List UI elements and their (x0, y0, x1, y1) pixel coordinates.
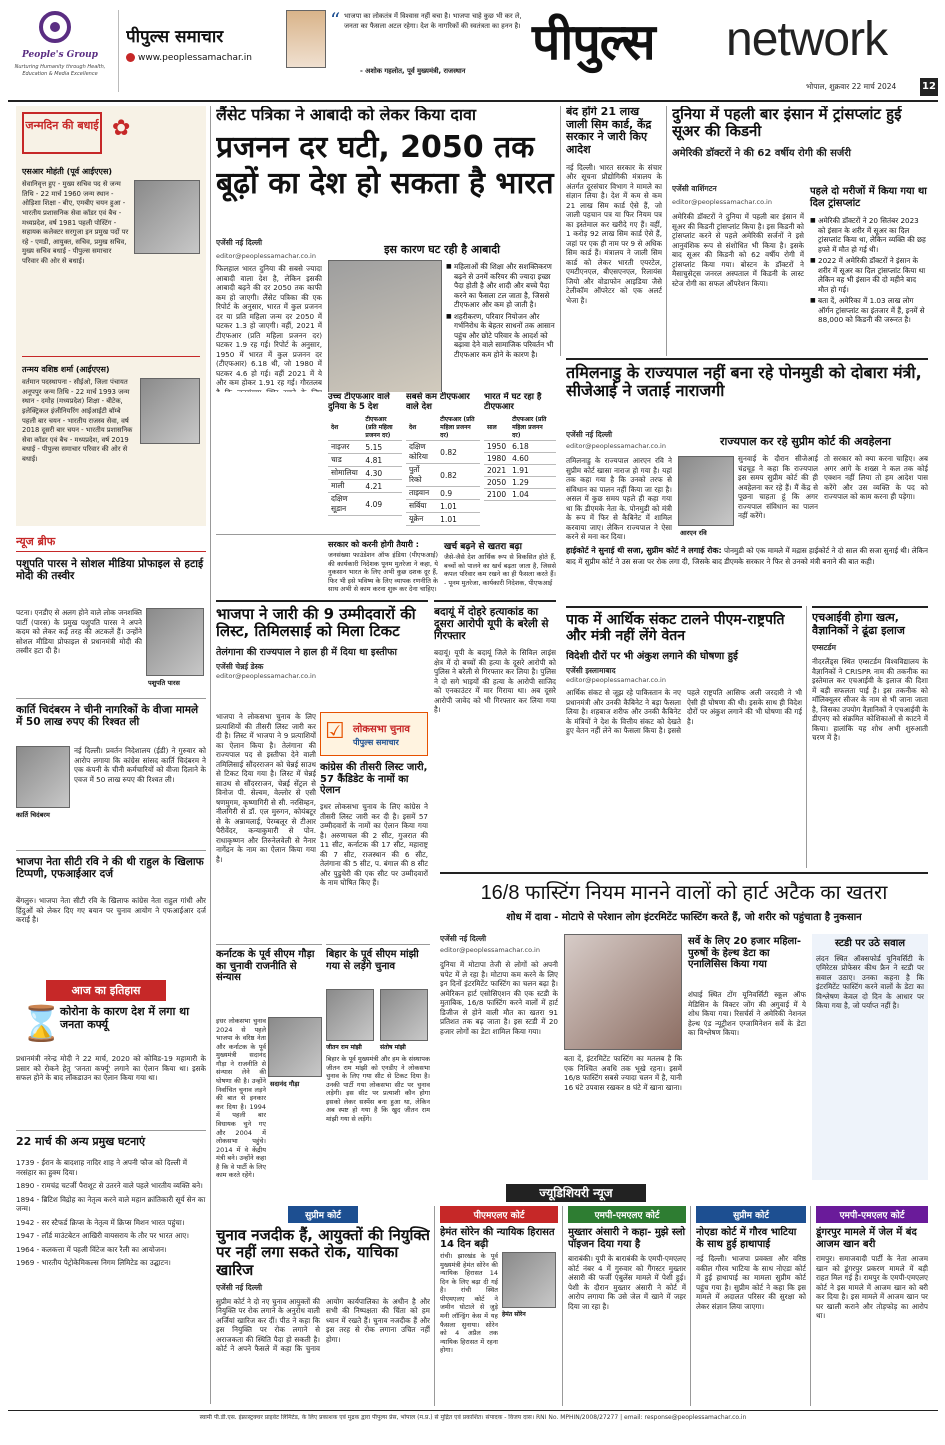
karnataka-body: इधर लोकसभा चुनाव 2024 से पहले भाजपा के वरिष्ठ नेता और कर्नाटक के पूर्व मुख्यमंत्री सदानंद गौड़ा ने राजनीति से संन्यास लेने की घोषणा की है। उन्होंने निर्वाचित चुनाव लड़ने की बात से इनकार कर दिया है। 1994 में पहली बार विधायक चुने गए और 2004 में लोकसभा पहुंचे। 2014 में वे केंद्रीय मंत्री बने। उन्होंने कहा है कि वे पार्टी के लिए काम करते रहेंगे। (216, 1017, 266, 1180)
fasting-photo (564, 934, 682, 1050)
expert-notes (216, 534, 556, 598)
hiv-story (812, 606, 928, 868)
table-row (406, 441, 480, 464)
hiv-headline: एचआईवी होगा खत्म, वैज्ञानिकों ने ढूंढा इलाज (812, 611, 905, 637)
brief2-text: नई दिल्ली। प्रवर्तन निदेशालय (ईडी) ने गुरुवार को आरोप लगाया कि कांग्रेस सांसद कार्ति चिदंबरम ने एक कंपनी के चीनी कर्मचारियों को वीजा दिलाने के एवज में 50 लाख रुपए की रिश्वत ली। (74, 746, 206, 784)
table-cell: 0.82 (437, 441, 480, 464)
bjp-body: भाजपा ने लोकसभा चुनाव के लिए प्रत्याशियों की तीसरी लिस्ट जारी कर दी है। लिस्ट में भाजपा ने 9 प्रत्याशियों का ऐलान किया है। तेलंगाना की राज्यपाल पद से इस्तीफा देने वाली तमिलिसाई सौंदरराजन को चेन्नई साउथ से टिकट दिया गया है। लिस्ट में चेन्नई साउथ से सौंदरराजन, चेन्नई सेंट्रल से विनोज पी. सेल्वम, वेल्लोर से एसी षणमुगम, कृष्णागिरी से सी. नरसिम्हन, नीलगिरी से डॉ. एल मुरुगन, कोयंबटूर से के अन्नामलाई, पेरम्बलूर से टीआर पैरीवेंदर, कन्याकुमारी से पोन. राधाकृष्णन और तिरुनेलवेली से नैनार नागेंद्रन के नाम का ऐलान किया गया है। (216, 712, 316, 864)
table-cell: 1950 (484, 441, 509, 453)
sim-headline: बंद होंगे 21 लाख जाली सिम कार्ड, केंद्र सरकार ने जारी किए आदेश (566, 106, 652, 156)
quote-person-photo (286, 10, 326, 68)
sim-body: नई दिल्ली। भारत सरकार के संचार और सूचना प्रौद्योगिकी मंत्रालय के अंतर्गत दूरसंचार विभाग ने मामले का संज्ञान लिया है। देश में कम से कम 21 लाख सिम कार्ड ऐसे हैं, जो जाली पहचान पत्र या फिर नियम पत्र का इस्तेमाल कर खरीदे गए हैं। वहीं, 1 करोड़ 92 लाख सिम कार्ड ऐसे हैं, जहां पर एक ही नाम पर 9 से अधिक सिम कार्ड हैं। मंत्रालय ने जाली सिम कार्ड को लेकर भारती एयरटेल, एमटीएनएल, बीएसएनएल, रिलायंस जियो और वोडाफोन आइडिया जैसे टेलीकॉम ऑपरेटर को एक अलर्ट भेजा है। (566, 162, 662, 305)
table-cell: नाइजर (328, 441, 362, 454)
table-cell: चाड (328, 454, 362, 467)
table-cell: 4.21 (362, 480, 402, 493)
table-header-cell: साल (484, 414, 509, 441)
badaun-body: बदायूं। यूपी के बदायूं जिले के सिविल लाइंस क्षेत्र में दो बच्चों की हत्या के दूसरे आरोपी को पुलिस ने बरेली से गिरफ्तार कर लिया है। पुलिस ने दो सगे भाइयों की हत्या के आरोपी साजिद को एनकाउंटर में मार गिराया था। अब दूसरे आरोपी जावेद को भी गिरफ्तार कर लिया गया है। (434, 648, 556, 715)
table2-title: सबसे कम टीएफआर वाले देश (406, 392, 470, 413)
kidney-point-0: ■ अमेरिकी डॉक्टरों ने 20 सितंबर 2023 को इंसान के शरीर में सूअर का दिल ट्रांसप्लांट किया था, लेकिन व्यक्ति की छह हफ्ते में मौत हो गई थी। (810, 216, 928, 254)
expert-head2: खर्च बढ़ने से खतरा बढ़ा (444, 542, 522, 552)
tn-byline: एजेंसी नई दिल्ली (566, 430, 613, 439)
table-header-cell: टीएफआर (प्रति महिला प्रजनन दर) (437, 414, 480, 441)
santosh-manjhi-photo (380, 989, 428, 1041)
judiciary-col5 (816, 1206, 928, 1406)
brief1-caption: पशुपति पारस (148, 679, 180, 687)
birthday-person1-text: सेवानिवृत्त हुए - मुख्य सचिव पद से जन्म तिथि - 22 मार्च 1960 जन्म स्थान - ओड़िशा शिक्षा - बीए, एमबीए चयन हुआ - भारतीय प्रशासनिक सेवा कॉडर एवं बैच - मध्यप्रदेश, वर्ष 1981 पहली पोस्टिंग - सहायक कलेक्टर सरगुजा इन प्रमुख पदों पर रहे - एमडी, आयुक्त, सचिव, प्रमुख सचिव, मुख्य सचिव बधाई - पीपुल्स समाचार परिवार की ओर से बधाई। (22, 180, 129, 266)
tn-email: editor@peoplessamachar.co.in (566, 442, 666, 450)
kidney-email: editor@peoplessamachar.co.in (672, 198, 772, 206)
globe-icon (126, 53, 135, 62)
footer-text: स्वामी पी.डी.एस. इंफ्रास्ट्रक्चर प्राइवेट लिमिटेड, के लिए प्रकाशक एवं मुद्रक द्वारा पीपुल्स प्रेस, भोपाल (म.प्र.) से मुद्रित एवं प्रकाशित। संपादक - विजय दास। RNI No. MPHIN/2008/27277 | email: response@peoplessamachar.co.in (199, 1414, 747, 1421)
table-row (484, 477, 556, 489)
karnataka-story (216, 944, 322, 1200)
brief1-text: पटना। एनडीए से अलग होने वाले लोक जनशक्ति पार्टी (पारस) के प्रमुख पशुपति पारस ने अपने कदम को लेकर कई तरह की अटकलें हैं। उन्होंने सोशल मीडिया प्रोफाइल से प्रधानमंत्री मोदी की तस्वीर हटा दी है। (16, 608, 142, 655)
table-row (328, 441, 402, 454)
website-url[interactable]: www.peoplessamachar.in (126, 53, 286, 63)
paper-name-block (126, 24, 286, 84)
table2-grid (406, 414, 480, 526)
table-cell: सोमालिया (328, 467, 362, 480)
brief3-text: बेंगलुरु। भाजपा नेता सीटी रवि के खिलाफ कांग्रेस नेता राहुल गांधी और हिंदुओं को लेकर दिए गए बयान पर चुनाव आयोग ने एफआईआर दर्ज कराई है। (16, 896, 206, 924)
fasting-right-text: लंदन स्थित ऑक्सफोर्ड यूनिवर्सिटी के एमिरेटस प्रोफेसर कीथ फ्रैन ने स्टडी पर सवाल उठाए। उनका कहना है कि इंटरमिटेंट फास्टिंग करने वालों के डेटा का विश्लेषण केवल दो दिन के आधार पर किया गया है, जो पर्याप्त नहीं है। (816, 953, 924, 1010)
kidney-side-head: पहले दो मरीजों में किया गया था दिल ट्रांसप्लांट (810, 186, 927, 209)
pig-kidney-story (672, 106, 928, 356)
table-row (406, 464, 480, 487)
brief2-caption: कार्ति चिदंबरम (16, 811, 50, 819)
lead-kicker: लैंसेट पत्रिका ने आबादी को लेकर किया दावा (216, 106, 477, 124)
gowda-photo (268, 1017, 322, 1077)
history-section (16, 980, 206, 1404)
table-cell: 4.09 (362, 493, 402, 516)
pak-email: editor@peoplessamachar.co.in (566, 676, 666, 685)
ravi-photo (678, 456, 734, 526)
masthead (8, 6, 938, 98)
quote-author: - अशोक गहलोत, पूर्व मुख्यमंत्री, राजस्थान (360, 67, 466, 75)
sidebar-point-1: ■ शहरीकरण, परिवार नियोजन और गर्भनिरोध के बेहतर साधनों तक आसान पहुंच और छोटे परिवार के आदर्श को बढ़ावा देने वाले सामाजिक परिवर्तन भी टीएफआर कम होने के कारण है। (446, 312, 556, 360)
expert-head1: सरकार को करनी होगी तैयारी : (328, 540, 419, 549)
table-header-cell: टीएफआर (प्रति महिला प्रजनन दर) (362, 414, 402, 441)
bjp-byline: एजेंसी चेन्नई डेस्क (216, 661, 264, 671)
table-row (406, 487, 480, 500)
judiciary-col2 (440, 1206, 558, 1406)
table-high-tfr (328, 392, 402, 532)
left-column (16, 106, 206, 1404)
badge-line1: लोकसभा चुनाव (353, 724, 410, 735)
sidebar-title: इस कारण घट रही है आबादी (384, 243, 500, 256)
table-cell: माली (328, 480, 362, 493)
table-row (328, 454, 402, 467)
table-cell: 4.81 (362, 454, 402, 467)
congress-subtext: इधर लोकसभा चुनाव के लिए कांग्रेस ने तीसरी लिस्ट जारी कर दी है। इसमें 57 उम्मीदवारों के नामों का ऐलान किया गया है। अरुणाचल की 2 सीट, गुजरात की 11 सीट, कर्नाटक की 17 सीट, महाराष्ट्र की 7 सीट, राजस्थान की 6 सीट, तेलंगाना की 5 सीट, प. बंगाल की 8 सीट और पुडुचेरी की एक सीट पर उम्मीदवारों के नाम घोषित किए हैं। (320, 802, 428, 887)
birthday-person2-text: वर्तमान पदस्थापना - सीईओ, जिला पंचायत अनूपपुर जन्म तिथि - 22 मार्च 1993 जन्म स्थान - दमोह (मध्यप्रदेश) शिक्षा - बीटेक, इलेक्ट्रिकल इंजीनियरिंग आईआईटी बॉम्बे पहली बार चयन - भारतीय राजस्व सेवा, वर्ष 2018 दूसरी बार चयन - भारतीय प्रशासनिक सेवा कॉडर एवं बैच - मध्यप्रदेश, वर्ष 2019 बधाई - पीपुल्स समाचार परिवार की ओर से बधाई। (22, 378, 133, 464)
table-row (328, 480, 402, 493)
kidney-body: अमेरिकी डॉक्टरों ने दुनिया में पहली बार इंसान में सूअर की किडनी ट्रांसप्लांट किया है। इस किडनी को ट्रांसप्लांट करने से पहले अमेरिकी सर्जनों ने इसे आनुवंशिक रूप से संशोधित भी किया है। इसके बाद सूअर की किडनी को 62 वर्षीय रोगी में ट्रांसप्लांट किया गया। बोस्टन के डॉक्टरों ने मैसाचुसेट्स जनरल अस्पताल में किडनी के लास्ट स्टेज रोगी का सफल ऑपरेशन किया। (672, 212, 804, 288)
table-cell: 1.01 (437, 513, 480, 526)
fasting-box-head: सर्वे के लिए 20 हजार महिला-पुरुषों के हेल्थ डेटा का एनालिसिस किया गया (688, 936, 802, 970)
bihar-body: बिहार के पूर्व मुख्यमंत्री और हम के संस्थापक जीतन राम मांझी को एनडीए ने लोकसभा चुनाव के लिए गया सीट से टिकट दिया है। उनकी पार्टी गया लोकसभा सीट पर चुनाव लड़ेगी। इस सीट पर प्रत्याशी कौन होगा इसको लेकर सस्पेंस बना हुआ था, लेकिन अब स्पष्ट हो गया है कि खुद जीतन राम मांझी गया से लड़ेंगे। (326, 1055, 430, 1124)
kidney-headline: दुनिया में पहली बार इंसान में ट्रांसप्लांट हुई सूअर की किडनी (672, 106, 902, 141)
brief2-photo (16, 746, 70, 808)
col1-label: सुप्रीम कोर्ट (288, 1206, 358, 1223)
history-event: 1969 - भारतीय पेट्रोकेमिकल्स निगम लिमिटेड का उद्घाटन। (16, 1258, 171, 1267)
fasting-box-text: शंघाई स्थित टोंग यूनिवर्सिटी स्कूल ऑफ मेडिसिन के विक्टर जोंग की अगुवाई में ये शोध किया गया। रिसर्चर्स ने अमेरिकी नेशनल हेल्थ एंड न्यूट्रीशन एग्जामिनेशन सर्वे के डेटा का विश्लेषण किया। (688, 990, 806, 1037)
karnataka-headline: कर्नाटक के पूर्व सीएम गौड़ा का चुनावी राजनीति से संन्यास (216, 949, 315, 983)
table-cell: 6.18 (509, 441, 556, 453)
tn-sub-head: हाईकोर्ट ने सुनाई थी सजा, सुप्रीम कोर्ट ने लगाई रोक: (566, 546, 722, 555)
brand-block (528, 6, 938, 96)
table-cell: 1.01 (437, 500, 480, 513)
news-brief-title: न्यूज ब्रीफ (16, 534, 206, 552)
history-event: 1890 - रामचंद्र चटर्जी पैराशूट से उतरने वाले पहले भारतीय व्यक्ति बने। (16, 1181, 203, 1190)
hiv-body: नीदरलैंड्स स्थित एम्सटर्डम विश्वविद्यालय के वैज्ञानिकों ने CRISPR नाम की तकनीक का इस्तेमाल कर एचआईवी के इलाज की दिशा में बड़ी सफलता पाई है। इस तकनीक को मॉलिक्यूलर सीजर के नाम से भी जाना जाता है, जिसका उपयोग वैज्ञानिकों ने एचआईवी के डीएनए को संक्रमित कोशिकाओं से काटने में किया। हालांकि यह शोध अभी शुरुआती चरण में है। (812, 657, 928, 743)
col2-headline: हेमंत सोरेन की न्यायिक हिरासत 14 दिन बढ़ी (440, 1227, 555, 1250)
paper-name: पीपुल्स समाचार (126, 27, 224, 47)
col1-headline: चुनाव नजदीक हैं, आयुक्तों की नियुक्ति पर नहीं लगा सकते रोक, याचिका खारिज (216, 1226, 430, 1279)
bjp-email: editor@peoplessamachar.co.in (216, 671, 316, 680)
fasting-story (440, 872, 928, 1182)
kidney-side-points (810, 216, 928, 356)
tn-body: तमिलनाडु के राज्यपाल आरएन रवि ने सुप्रीम कोर्ट खासा नाराज हो गया है। यहां तक कहा गया है कि उनको तरफ से संविधान का पालन नहीं किया जा रहा है। असल में कुछ समय पहले ही कहा गया था कि डीएमके नेता के. पोनमुडी को मंत्री के रूप में फिर से कैबिनेट में शामिल करवाया जाए। लेकिन राज्यपाल ने ऐसा करने से मना कर दिया। (566, 456, 672, 541)
lead-headline: प्रजनन दर घटी, 2050 तक बूढ़ों का देश हो सकता है भारत (216, 130, 554, 201)
events-title: 22 मार्च की अन्य प्रमुख घटनाएं (16, 1135, 146, 1148)
table-row (484, 441, 556, 453)
fasting-mid-text: बता दें, इंटरमिटेंट फास्टिंग का मतलब है कि एक निश्चित अवधि तक भूखे रहना। इसमें 16/8 फास्टिंग सबसे ज्यादा चलन में है, यानी 16 घंटे उपवास रखकर 8 घंटे में खाना खाना। (564, 1054, 682, 1092)
tn-story (566, 358, 928, 604)
col3-headline: मुख्तार अंसारी ने कहा- मुझे स्लो पॉइजन दिया गया है (568, 1227, 686, 1250)
badaun-headline: बदायूं में दोहरे हत्याकांड का दूसरा आरोपी यूपी के बरेली से गिरफ्तार (434, 606, 549, 643)
table-row (406, 500, 480, 513)
birthday-section (16, 106, 206, 526)
ravi-caption: आरएन रवि (680, 529, 707, 537)
pak-deck: विदेशी दौरों पर भी अंकुश लगाने की घोषणा हुई (566, 651, 738, 663)
table3-title: भारत में घट रहा है टीएफआर (484, 392, 542, 413)
history-text: प्रधानमंत्री नरेन्द्र मोदी ने 22 मार्च, 2020 को कोविड-19 महामारी के प्रसार को रोकने हेतु 'जनता कर्फ्यू' लगाने का ऐलान किया था। इसके सफल होने के बाद लॉकडाउन का ऐलान किया गया था। (16, 1054, 206, 1082)
hiv-byline: एम्सटर्डम (812, 643, 836, 653)
pak-byline: एजेंसी इस्लामाबाद (566, 666, 616, 676)
col2-caption: हेमंत सोरेन (502, 1311, 526, 1318)
judiciary-band (216, 1184, 928, 1202)
history-event: 1947 - लॉर्ड माउंटबेटन आखिरी वायसराय के तौर पर भारत आए। (16, 1231, 189, 1240)
table-cell: 1980 (484, 453, 509, 465)
footer (8, 1414, 938, 1438)
judiciary-band-title: ज्यूडिशियरी न्यूज (506, 1184, 646, 1202)
col3-text: बाराबंकी। यूपी के बाराबंकी के एमपी-एमएलए कोर्ट नंबर 4 में गुरुवार को गैंगस्टर मुख्तार अंसारी की फर्जी एंबुलेंस मामले में पेशी हुई। पेशी के दौरान मुख्तार अंसारी ने कोर्ट में आरोप लगाया कि उसे जेल में खाने में जहर दिया जा रहा है। (568, 1254, 686, 1311)
congress-subhead: कांग्रेस की तीसरी लिस्ट जारी, 57 कैंडिडेट के नामों का ऐलान (320, 762, 428, 796)
quote-mark-icon: “ (330, 12, 341, 32)
table-header-cell: टीएफआर (प्रति महिला प्रजनन दर) (509, 414, 556, 441)
tn-subsection (566, 546, 928, 604)
bjp-story (216, 600, 428, 940)
expert-text1: जनसंख्या फाउंडेशन ऑफ इंडिया (पीएफआई) की कार्यकारी निदेशक पूनम मुतरेजा ने कहा, ये नुकसान भारत के लिए अभी कुछ दशक दूर हैं, फिर भी इसे भविष्य के लिए व्यापक रणनीति के साथ अभी से काम करना शुरू कर देना चाहिए। (328, 551, 438, 594)
col4-headline: नोएडा कोर्ट में गौरव भाटिया के साथ हुई हाथापाई (696, 1227, 797, 1250)
table-cell: 5.15 (362, 441, 402, 454)
birthday-title: जन्मदिन की बधाई (22, 112, 102, 154)
tn-right-text: तो सरकार को क्या करना चाहिए। अब अगर आगे के शख्स ने कल तक कोई एक्शन नहीं लिया तो हम आदेश पास करेंगे और उस व्यक्ति के पद को राज्यपाल को काम करना ही पड़ेगा। (824, 454, 928, 501)
table-cell: 2050 (484, 477, 509, 489)
fertility-tables (216, 392, 556, 532)
history-event: 1739 - ईरान के बादशाह नादिर शाह ने अपनी फौज को दिल्ली में नरसंहार का हुक्म दिया। (16, 1158, 188, 1177)
lead-body: फिलहाल भारत दुनिया की सबसे ज्यादा आबादी वाला देश है, लेकिन इसकी आबादी बढ़ने की दर 2050 तक काफी कम हो जाएगी। लैंसेट पत्रिका की एक रिपोर्ट के अनुसार, भारत में कुल प्रजनन दर या प्रति महिला जन्म दर 2050 में घटकर 1.3 हो जाएगी। वहीं, 2021 में टीएफआर (प्रति महिला प्रजनन दर) घटकर 1.9 रह गई। रिपोर्ट के अनुसार, 1950 में भारत में कुल प्रजनन दर (टीएफआर) 6.18 थी, जो 1980 में घटकर 4.6 हो गई। वहीं 2021 में ये और कम होकर 1.91 रह गई। गौरतलब (216, 264, 322, 387)
table-cell: 1.29 (509, 477, 556, 489)
col1-text: सुप्रीम कोर्ट ने दो नए चुनाव आयुक्तों की नियुक्ति पर रोक लगाने के अनुरोध वाली अर्जियां खारिज कर दीं। पीठ ने कहा कि इस नियुक्ति पर रोक लगाने से अराजकता की स्थिति पैदा हो सकती है। कोर्ट ने अपने फैसले में कहा कि चुनाव आयोग कार्यपालिका के अधीन है और सभी की निष्पक्षता की चिंता को हम ध्यान में रखते हैं। चुनाव नजदीक हैं और इस तरह से रोक लगाना उचित नहीं होगा। (216, 1296, 430, 1354)
table-cell: 0.82 (437, 464, 480, 487)
events-list (16, 1158, 206, 1398)
quote-block (330, 12, 522, 82)
table1-title: उच्च टीएफआर वाले दुनिया के 5 देश (328, 392, 390, 413)
bjp-headline: भाजपा ने जारी की 9 उम्मीदवारों की लिस्ट, तिमिलसाई को मिला टिकट (216, 605, 416, 641)
fasting-email: editor@peoplessamachar.co.in (440, 946, 540, 954)
table-cell: 2100 (484, 489, 509, 501)
fasting-right-head: स्टडी पर उठे सवाल (834, 938, 906, 949)
lead-email: editor@peoplessamachar.co.in (216, 252, 316, 260)
col1-byline: एजेंसी नई दिल्ली (216, 1282, 263, 1292)
birthday-person2-name: तन्मय वशिष्ठ शर्मा (आईएएस) (22, 365, 110, 374)
bihar-caption1: जीतन राम मांझी (326, 1044, 362, 1051)
tn-headline: तमिलनाडु के राज्यपाल नहीं बना रहे पोनमुडी को दोबारा मंत्री, सीजेआई ने जताई नाराजगी (566, 363, 922, 401)
table3-grid (484, 414, 556, 501)
sim-story (566, 106, 662, 356)
table-cell: सर्बिया (406, 500, 437, 513)
table-low-tfr (406, 392, 480, 532)
history-event: 1894 - ब्रिटिश विद्रोह का नेतृत्व करने वाले महान क्रांतिकारी सूर्य सेन का जन्म। (16, 1194, 206, 1213)
history-event: 1964 - कलकत्ता में पहली विंटेज कार रैली का आयोजन। (16, 1244, 167, 1254)
brief1-photo (146, 608, 204, 676)
col3-label: एमपी-एमएलए कोर्ट (568, 1206, 686, 1223)
table-cell: 1.91 (509, 465, 556, 477)
kidney-point-2: ■ बता दें, अमेरिका में 1.03 लाख लोग ऑर्गन ट्रांसप्लांट का इंतजार में हैं, इनमें से 88,000 को किडनी की जरूरत है। (810, 296, 928, 325)
table-cell: दक्षिण कोरिया (406, 441, 437, 464)
gowda-caption: सदानंद गौड़ा (270, 1080, 300, 1088)
brief1-headline: पशुपति पारस ने सोशल मीडिया प्रोफाइल से हटाई मोदी की तस्वीर (16, 558, 204, 583)
col4-label: सुप्रीम कोर्ट (696, 1206, 806, 1223)
brief2-headline: कार्ति चिदंबरम ने चीनी नागरिकों के वीजा मामले में 50 लाख रुपए की रिश्वत ली (16, 704, 199, 729)
col2-label: पीएमएलए कोर्ट (440, 1206, 558, 1223)
tn-quote: सुनवाई के दौरान सीजेआई चंद्रचूड़ ने कहा कि राज्यपाल इस समय सुप्रीम कोर्ट की ही अवहेलना कर रहे हैं। मैं केंद्र से पूछना चाहता हूं कि अगर राज्यपाल संविधान का पालन नहीं करेंगे। (738, 454, 818, 520)
group-logo (10, 10, 110, 96)
lead-byline: एजेंसी नई दिल्ली (216, 238, 263, 247)
badge-line2: पीपुल्स समाचार (353, 738, 399, 747)
pak-headline: पाक में आर्थिक संकट टालने पीएम-राष्ट्रपति और मंत्री नहीं लेंगे वेतन (566, 612, 785, 645)
table1-grid (328, 414, 402, 516)
fasting-deck: शोध में दावा - मोटापे से परेशान लोग इंटरमिटेंट फास्टिंग करते हैं, जो शरीर को पहुंचाता है नुकसान (506, 912, 862, 923)
table-cell: 4.30 (362, 467, 402, 480)
ballot-icon: ☑ (325, 719, 345, 744)
table-row (406, 513, 480, 526)
kidney-deck: अमेरिकी डॉक्टरों ने की 62 वर्षीय रोगी की सर्जरी (672, 147, 852, 159)
sidebar-point-0: ■ महिलाओं की शिक्षा और सशक्तिकरण बढ़ने से उनमें करियर की ज्यादा इच्छा पैदा होती है और शादी और बच्चे पैदा करने का फैसला टल जाता है, जिससे टीएफआर और कम हो जाती है। (446, 262, 556, 310)
history-title: आज का इतिहास (46, 980, 166, 1001)
fasting-headline: 16/8 फास्टिंग नियम मानने वालों को हार्ट अटैक का खतरा (480, 882, 888, 904)
bjp-deck: तेलंगाना की राज्यपाल ने हाल ही में दिया था इस्तीफा (216, 646, 397, 658)
fasting-body: दुनिया में मोटापा तेजी से लोगों को अपनी चपेट में ले रहा है। मोटापा कम करने के लिए इन दिनों इंटरमिटेंट फास्टिंग का चलन बढ़ा है। अमेरिकन हार्ट एसोसिएशन की एक स्टडी के मुताबिक, 16/8 फास्टिंग करने वालों में हार्ट डिजीज से होने वाली मौत का खतरा 91 प्रतिशत तक बढ़ जाता है। इस स्टडी में 20 हजार लोगों का डेटा शामिल किया गया। (440, 960, 558, 1036)
group-tagline: Nurturing Humanity through Health, Education & Media Excellence (14, 64, 106, 77)
fasting-byline: एजेंसी नई दिल्ली (440, 934, 487, 943)
expert-text2: जैसे-जैसे देश आर्थिक रूप से विकसित होते हैं, बच्चों को पालने का खर्च बढ़ता जाता है, जिससे कपल परिवार कम रखने का ही फैसला करते हैं। - पूनम मुतरेजा, कार्यकारी निदेशक, पीएफआई (444, 553, 556, 587)
tn-deck: राज्यपाल कर रहे सुप्रीम कोर्ट की अवहेलना (720, 435, 891, 448)
bihar-headline: बिहार के पूर्व सीएम मांझी गया से लड़ेंगे चुनाव (326, 949, 419, 972)
pak-story (566, 606, 802, 868)
page-number: 12 (920, 78, 938, 96)
bihar-caption2: संतोष मांझी (380, 1044, 406, 1051)
table-cell: ताइवान (406, 487, 437, 500)
table-cell: 2021 (484, 465, 509, 477)
peoples-group-logo-icon (38, 10, 72, 44)
kidney-byline: एजेंसी वाशिंगटन (672, 184, 717, 193)
col5-text: रामपुर। समाजवादी पार्टी के नेता आजम खान को डूंगरपुर प्रकरण मामले में बड़ी राहत मिल गई है। रामपुर के एमपी-एमएलए कोर्ट ने इस मामले में आजम खान को बरी कर दिया है। इस मामले में आजम खान पर घर खाली कराने और तोड़फोड़ का आरोप था। (816, 1254, 928, 1320)
table-row (484, 465, 556, 477)
judiciary-col3 (568, 1206, 686, 1406)
person2-photo (140, 378, 200, 444)
judiciary-col1 (216, 1206, 430, 1406)
fasting-right-box (812, 934, 928, 1180)
table-india-tfr (484, 392, 556, 532)
hourglass-icon: ⌛ (20, 1004, 63, 1044)
person1-photo (134, 180, 200, 254)
news-brief-section (16, 534, 206, 974)
col2-text: रांची। झारखंड के पूर्व मुख्यमंत्री हेमंत सोरेन की न्यायिक हिरासत 14 दिन के लिए बढ़ा दी गई है। रांची स्थित पीएमएलए कोर्ट ने जमीन घोटाले से जुड़े मनी लॉन्ड्रिंग केस में यह फैसला सुनाया। सोरेन को 4 अप्रैल तक न्यायिक हिरासत में रहना होगा। (440, 1252, 498, 1355)
soren-photo (502, 1252, 556, 1308)
kidney-point-1: ■ 2022 में अमेरिकी डॉक्टरों ने इंसान के शरीर में सूअर का दिल ट्रांसप्लांट किया था लेकिन वह भी इंसान की दो महीने बाद मौत हो गई। (810, 256, 928, 294)
table-cell: पुर्तो रिको (406, 464, 437, 487)
table-row (484, 489, 556, 501)
table-cell: 1.04 (509, 489, 556, 501)
birthday-person1-name: एसआर मोहंती (पूर्व आईएएस) (22, 167, 113, 176)
brand-latin: network (726, 13, 888, 66)
col5-headline: डूंगरपुर मामले में जेल में बंद आजम खान बरी (816, 1227, 917, 1250)
table-header-cell: देश (328, 414, 362, 441)
brief3-headline: भाजपा नेता सीटी रवि ने की थी राहुल के खिलाफ टिप्पणी, एफआईआर दर्ज (16, 856, 204, 881)
table-header-cell: देश (406, 414, 437, 441)
history-event: 1942 - सर स्टैफर्ड क्रिप्स के नेतृत्व में क्रिप्स मिशन भारत पहुंचा। (16, 1217, 185, 1227)
table-row (328, 493, 402, 516)
election-badge (320, 712, 428, 756)
table-cell: 0.9 (437, 487, 480, 500)
pak-body: आर्थिक संकट से जूझ रहे पाकिस्तान के नए प्रधानमंत्री और उनकी कैबिनेट ने बड़ा फैसला लिया है। शहबाज शरीफ और उनकी कैबिनेट के मंत्रियों ने देश के वित्तीय संकट को देखते हुए वेतन नहीं लेने का फैसला किया है। इससे पहले राष्ट्रपति आसिफ अली जरदारी ने भी ऐसी ही घोषणा की थी। इसके साथ ही विदेश दौरों पर अंकुश लगाने की भी घोषणा की गई है। (566, 688, 802, 736)
manjhi-photo (326, 989, 374, 1041)
bihar-story (326, 944, 430, 1200)
judiciary-col4 (696, 1206, 806, 1406)
table-cell: 4.60 (509, 453, 556, 465)
cake-icon: ✿ (112, 116, 131, 141)
table-row (328, 467, 402, 480)
history-headline: कोरोना के कारण देश में लगा था जनता कर्फ्यू (60, 1005, 190, 1031)
brand-hindi: पीपुल्स (532, 13, 655, 71)
col5-label: एमपी-एमएलए कोर्ट (816, 1206, 928, 1223)
table-cell: यूक्रेन (406, 513, 437, 526)
table-cell: दक्षिण सूडान (328, 493, 362, 516)
dateline: भोपाल, शुक्रवार 22 मार्च 2024 (806, 82, 897, 91)
group-name: People's Group (22, 50, 98, 60)
table-row (484, 453, 556, 465)
tn-sub-text: पोनमुडी को एक मामले में मद्रास हाईकोर्ट ने दो साल की सजा सुनाई थी। लेकिन बाद में सुप्रीम कोर्ट ने उस सजा पर रोक लगा दी, जिसके बाद डीएमके सरकार ने फिर से उनको मंत्री बनाने की बात कही। (566, 546, 928, 566)
quote-text: भाजपा का लोकतंत्र में विश्वास नहीं बचा है। भाजपा चाहे कुछ भी कर ले, जनता का फैसला अटल रहेगा। देश के नागरिकों की स्वतंत्रता का हनन है। (344, 12, 522, 30)
col4-text: नई दिल्ली। भाजपा प्रवक्ता और वरिष्ठ वकील गौरव भाटिया के साथ नोएडा कोर्ट में हुई हाथापाई का मामला सुप्रीम कोर्ट पहुंच गया है। सुप्रीम कोर्ट ने कहा कि इस मामले में अदालत परिसर की सुरक्षा को लेकर संज्ञान लिया जाएगा। (696, 1254, 806, 1311)
